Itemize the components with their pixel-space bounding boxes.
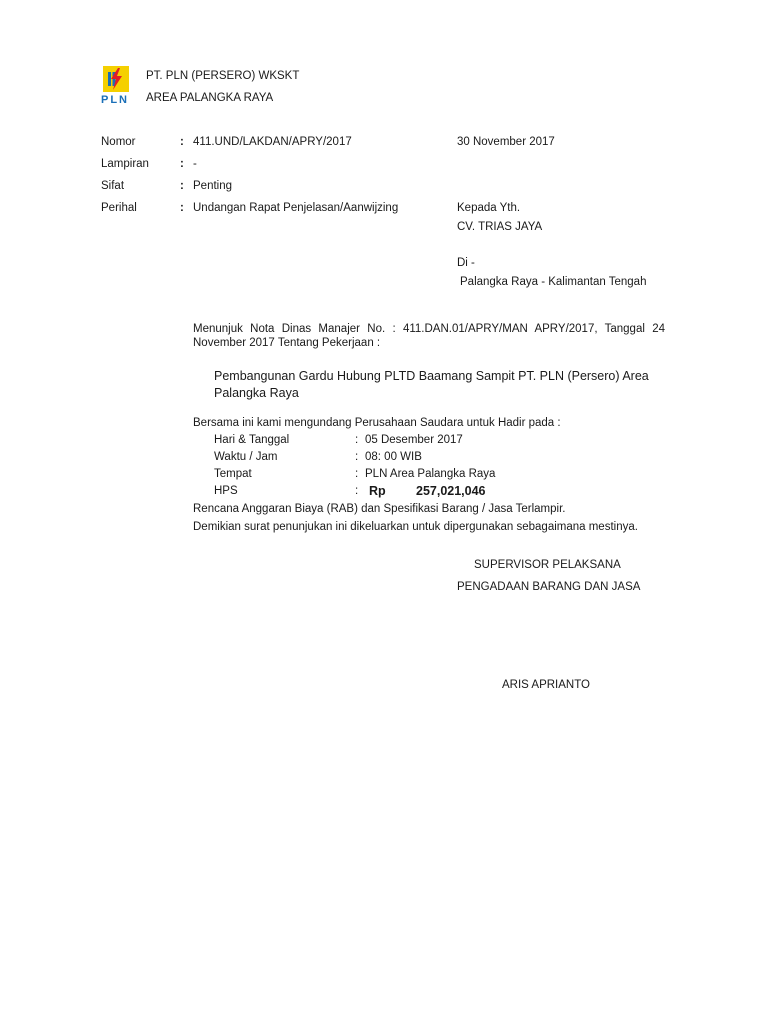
nomor-label: Nomor — [101, 136, 136, 148]
hps-amount: 257,021,046 — [416, 484, 486, 498]
signature-title-1: SUPERVISOR PELAKSANA — [474, 559, 621, 571]
nomor-value: 411.UND/LAKDAN/APRY/2017 — [193, 136, 352, 148]
colon: : — [180, 158, 184, 170]
company-name: PT. PLN (PERSERO) WKSKT — [146, 70, 300, 82]
colon: : — [180, 180, 184, 192]
closing-text: Demikian surat penunjukan ini dikeluarkan untuk dipergunakan sebagaimana mestinya. — [193, 521, 638, 533]
recipient-name: CV. TRIAS JAYA — [457, 221, 543, 233]
lampiran-label: Lampiran — [101, 158, 149, 170]
recipient-location: Palangka Raya - Kalimantan Tengah — [460, 276, 647, 288]
invitation-text: Bersama ini kami mengundang Perusahaan Saudara untuk Hadir pada : — [193, 417, 561, 429]
intro-line-2: November 2017 Tentang Pekerjaan : — [193, 337, 381, 349]
project-line-2: Palangka Raya — [214, 386, 299, 400]
perihal-label: Perihal — [101, 202, 137, 214]
pln-logo — [101, 66, 135, 110]
intro-line-1: Menunjuk Nota Dinas Manajer No. : 411.DAN.01/APRY/MAN APRY/2017, Tanggal 24 — [193, 323, 665, 335]
signatory-name: ARIS APRIANTO — [502, 679, 590, 691]
detail-value-time: 08: 00 WIB — [365, 451, 422, 463]
detail-label-place: Tempat — [214, 468, 252, 480]
hps-label: HPS — [214, 485, 238, 497]
letter-date: 30 November 2017 — [457, 136, 555, 148]
hps-currency: Rp — [369, 484, 386, 498]
detail-label-time: Waktu / Jam — [214, 451, 278, 463]
perihal-value: Undangan Rapat Penjelasan/Aanwijzing — [193, 202, 399, 214]
detail-value-date: 05 Desember 2017 — [365, 434, 463, 446]
sifat-value: Penting — [193, 180, 233, 192]
logo-text: PLN — [101, 94, 129, 106]
colon: : — [180, 136, 184, 148]
colon: : — [355, 451, 359, 463]
project-description — [214, 368, 649, 402]
colon: : — [355, 485, 359, 497]
area-name: AREA PALANGKA RAYA — [146, 92, 274, 104]
colon: : — [355, 434, 359, 446]
recipient-di: Di - — [457, 257, 475, 269]
colon: : — [355, 468, 359, 480]
lightning-icon — [103, 66, 129, 92]
intro-paragraph — [193, 322, 665, 350]
lampiran-value: - — [193, 158, 197, 170]
project-line-1: Pembangunan Gardu Hubung PLTD Baamang Sampit PT. PLN (Persero) Area — [214, 369, 649, 383]
colon: : — [180, 202, 184, 214]
sifat-label: Sifat — [101, 180, 125, 192]
detail-value-place: PLN Area Palangka Raya — [365, 468, 496, 480]
signature-title-2: PENGADAAN BARANG DAN JASA — [457, 581, 641, 593]
recipient-greeting: Kepada Yth. — [457, 202, 521, 214]
rab-text: Rencana Anggaran Biaya (RAB) dan Spesifikasi Barang / Jasa Terlampir. — [193, 503, 566, 515]
detail-label-date: Hari & Tanggal — [214, 434, 290, 446]
